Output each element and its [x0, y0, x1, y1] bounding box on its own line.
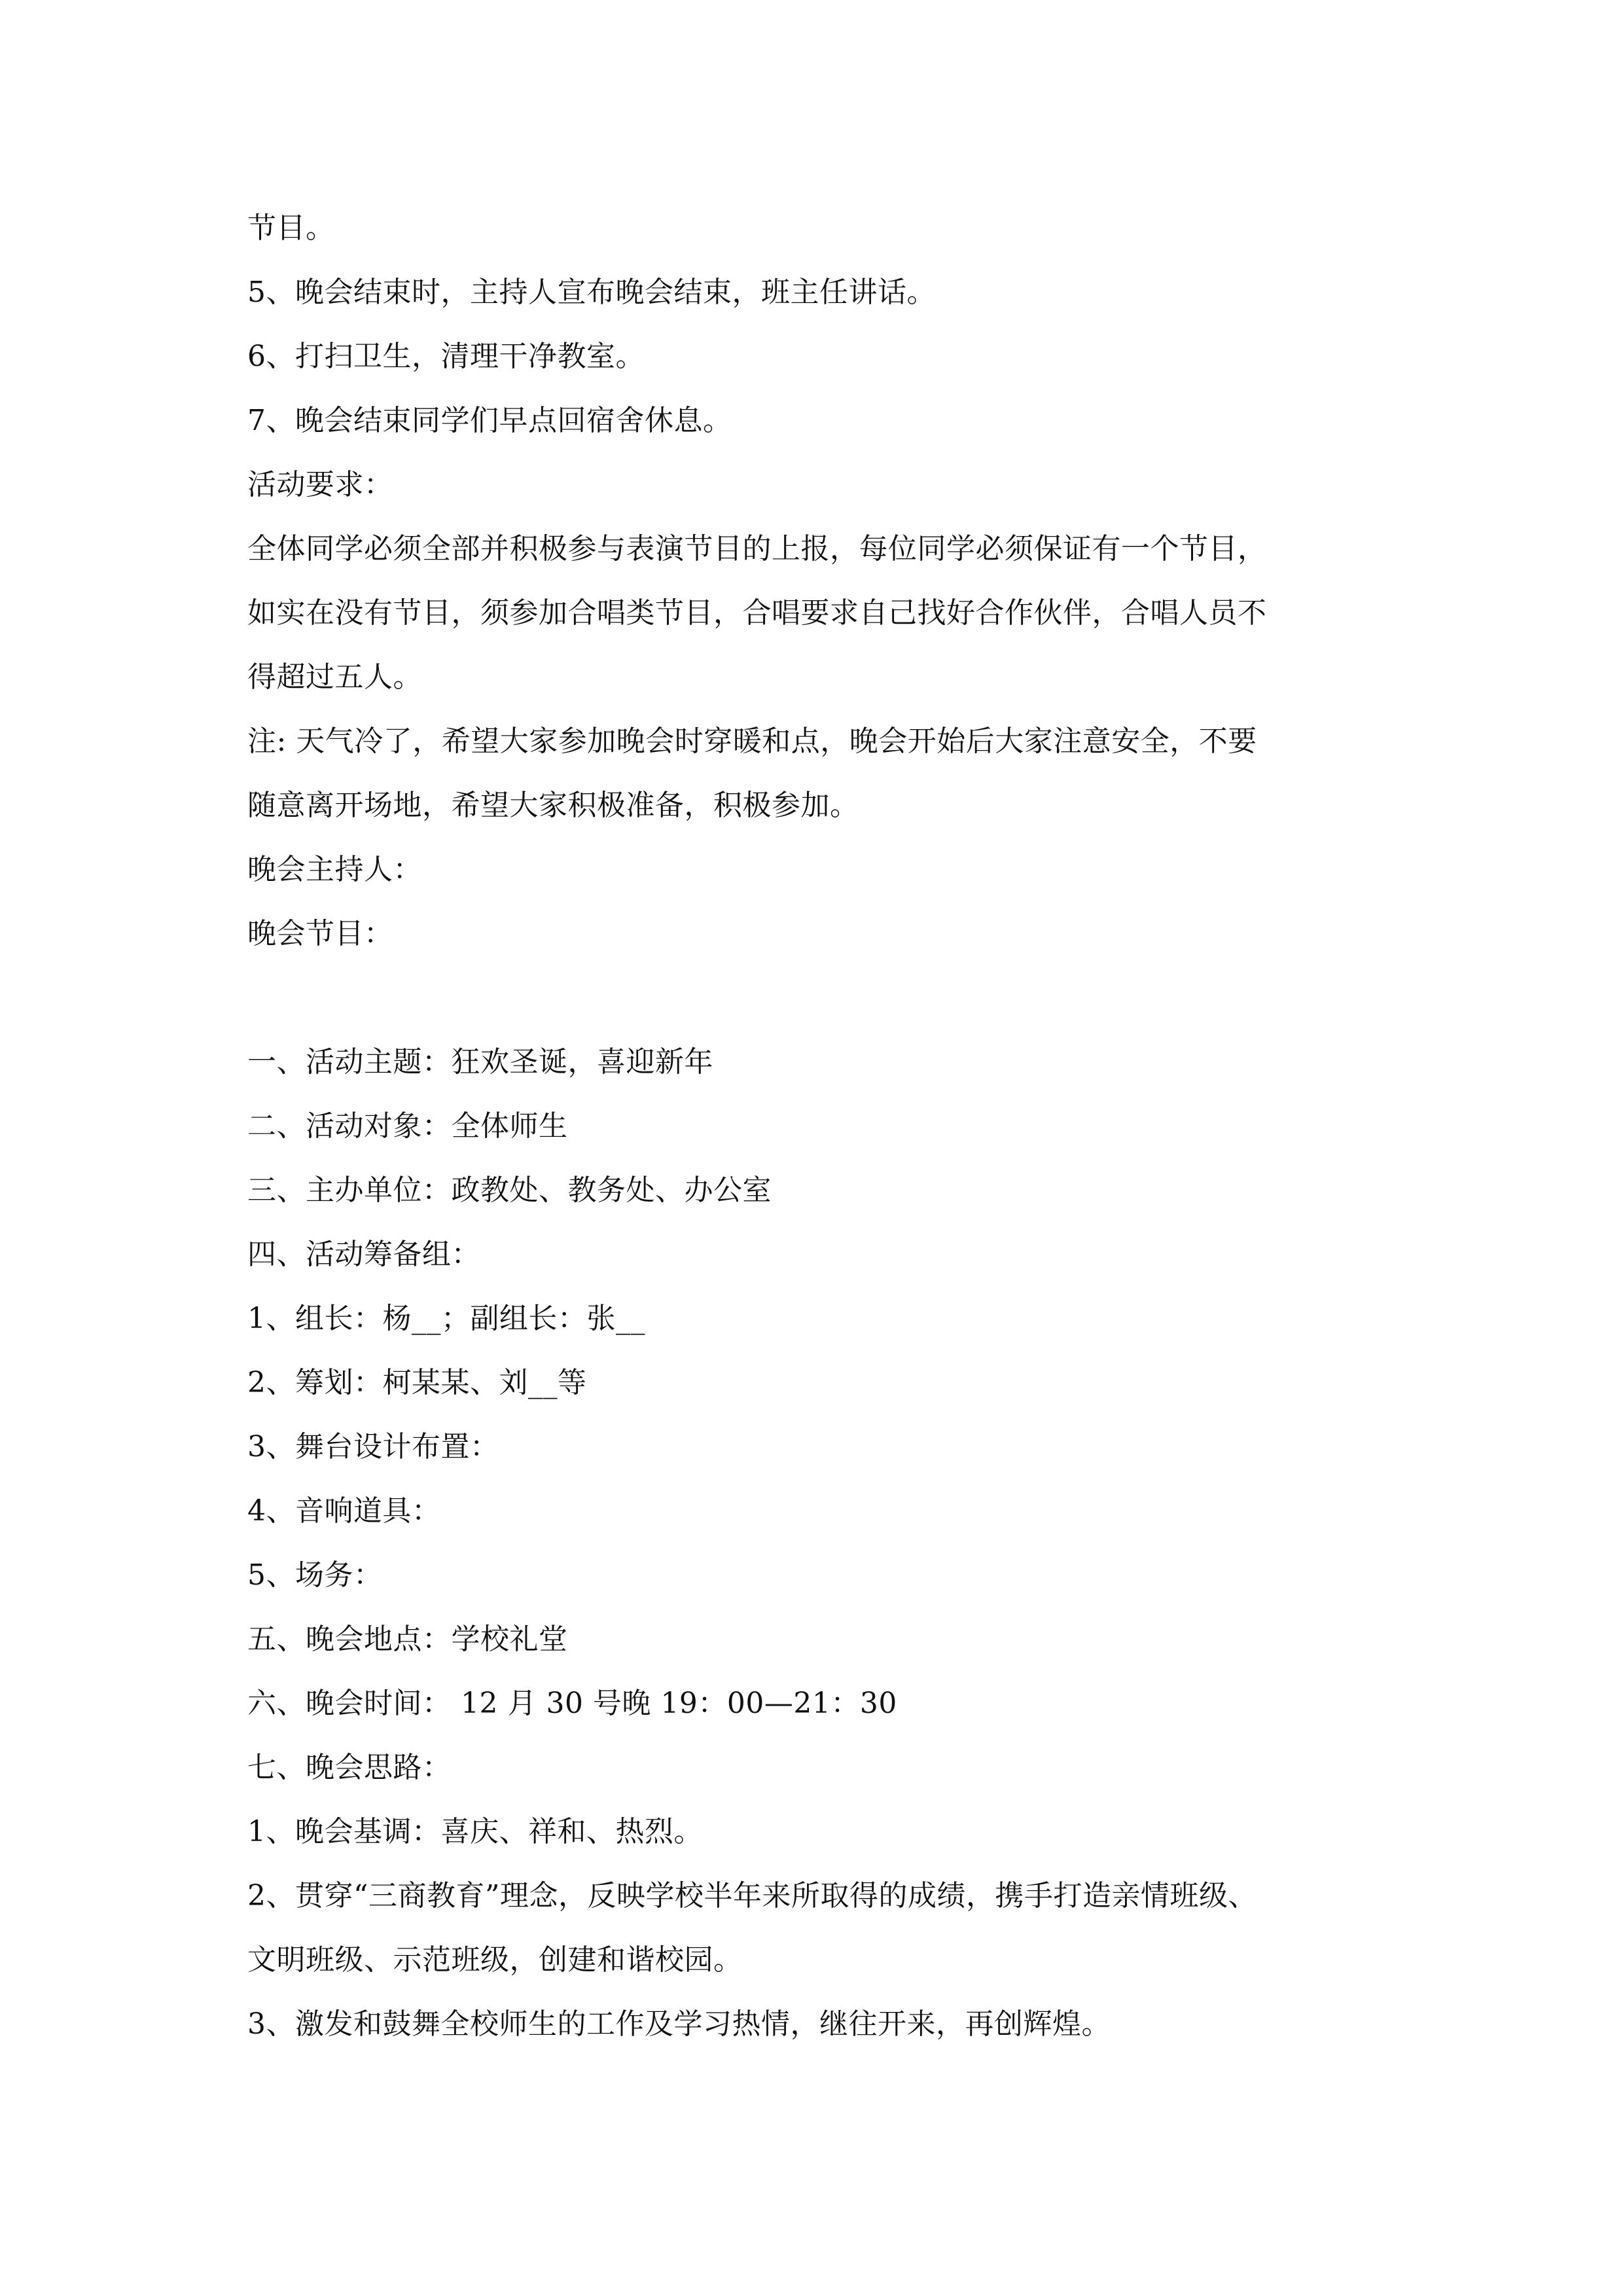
text-line: 三、主办单位：政教处、教务处、办公室 [247, 1174, 772, 1207]
text-line: 七、晚会思路： [247, 1751, 452, 1784]
text-line: 2、贯穿“三商教育”理念，反映学校半年来所取得的成绩，携手打造亲情班级、 [247, 1879, 1257, 1912]
text-line: 全体同学必须全部并积极参与表演节目的上报，每位同学必须保证有一个节目， [247, 532, 1267, 565]
text-line: 1、晚会基调：喜庆、祥和、热烈。 [247, 1815, 703, 1848]
text-line: 晚会节目： [247, 917, 393, 950]
text-line: 六、晚会时间： 12 月 30 号晚 19：00—21：30 [247, 1687, 897, 1720]
section-gap [247, 966, 1399, 1030]
text-line: 活动要求： [247, 468, 393, 501]
text-line: 4、音响道具： [247, 1494, 441, 1528]
text-line: 晚会主持人： [247, 853, 422, 886]
text-line: 一、活动主题：狂欢圣诞，喜迎新年 [247, 1045, 713, 1079]
text-line: 2、筹划：柯某某、刘__等 [247, 1366, 587, 1399]
text-line: 得超过五人。 [247, 660, 422, 694]
text-line: 二、活动对象：全体师生 [247, 1109, 568, 1143]
text-line: 五、晚会地点：学校礼堂 [247, 1623, 568, 1656]
text-line: 1、组长：杨__；副组长：张__ [247, 1302, 645, 1335]
section-activity-requirements [247, 196, 1399, 966]
text-line: 5、晚会结束时，主持人宣布晚会结束，班主任讲话。 [247, 276, 936, 309]
text-line: 随意离开场地，希望大家积极准备，积极参加。 [247, 789, 859, 822]
document-body [247, 196, 1399, 2056]
text-line: 文明班级、示范班级，创建和谐校园。 [247, 1943, 743, 1977]
text-line: 注: 天气冷了，希望大家参加晚会时穿暖和点，晚会开始后大家注意安全，不要 [247, 725, 1257, 758]
text-line: 7、晚会结束同学们早点回宿舍休息。 [247, 404, 732, 437]
text-line: 3、激发和鼓舞全校师生的工作及学习热情，继往开来，再创辉煌。 [247, 2007, 1111, 2041]
text-line: 节目。 [247, 211, 335, 245]
text-line: 3、舞台设计布置： [247, 1430, 499, 1463]
section-event-plan [247, 1030, 1399, 2056]
text-line: 如实在没有节目，须参加合唱类节目，合唱要求自己找好合作伙伴，合唱人员不 [247, 596, 1267, 630]
text-line: 四、活动筹备组： [247, 1238, 480, 1271]
text-line: 6、打扫卫生，清理干净教室。 [247, 340, 645, 373]
text-line: 5、场务： [247, 1558, 383, 1592]
